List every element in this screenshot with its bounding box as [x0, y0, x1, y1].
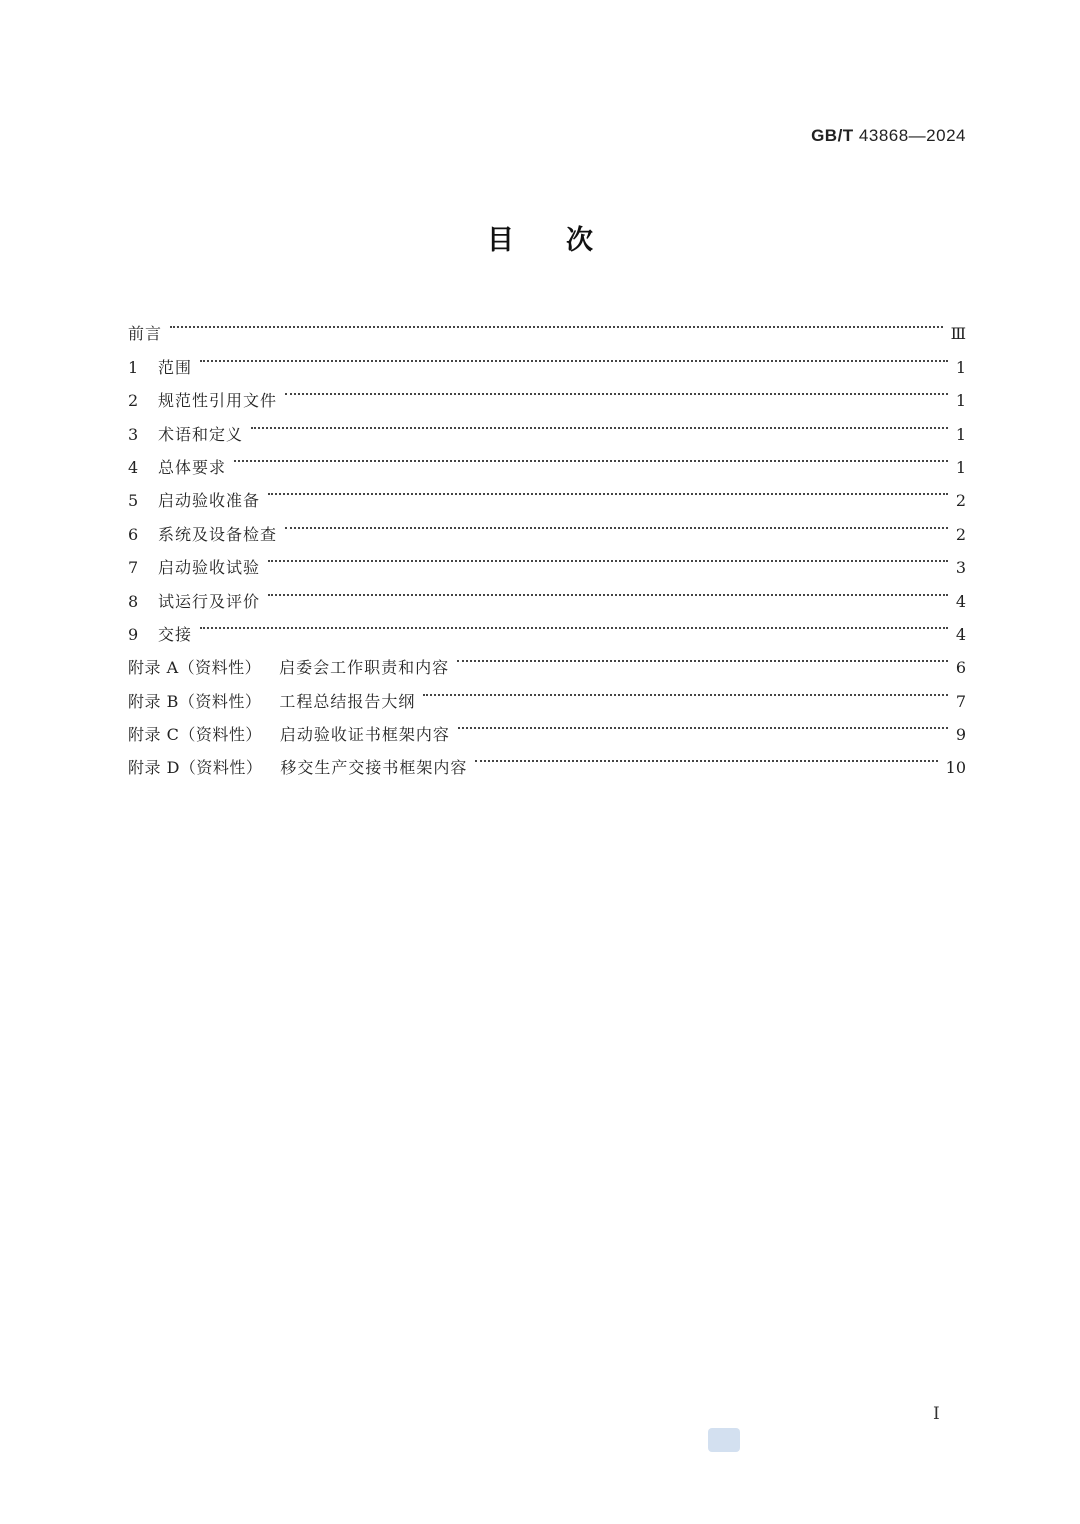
- toc-entry-page: 4: [955, 624, 966, 644]
- toc-entry-1[interactable]: [128, 339, 966, 377]
- toc-entry-page: 2: [955, 491, 966, 511]
- toc-entry-page: 1: [955, 424, 966, 444]
- toc-entry-number: 7: [128, 558, 139, 578]
- toc-entry-page: 7: [955, 691, 966, 711]
- page-number: I: [933, 1404, 940, 1424]
- toc-leader-dots: [268, 540, 948, 573]
- toc-entry-foreword[interactable]: [128, 306, 966, 344]
- toc-entry-label: 总体要求: [158, 457, 227, 477]
- toc-entry-label: 系统及设备检查: [158, 524, 278, 544]
- toc-entry-label: 试运行及评价: [158, 591, 261, 611]
- toc-leader-dots: [234, 440, 948, 473]
- toc-entry-page: 1: [955, 357, 966, 377]
- toc-leader-dots: [457, 640, 948, 673]
- toc-appendix-a[interactable]: [128, 640, 966, 678]
- toc-entry-label: 启动验收准备: [158, 491, 261, 511]
- toc-entry-page: 1: [955, 391, 966, 411]
- toc-entry-page: 4: [955, 591, 966, 611]
- table-of-contents: [128, 306, 966, 778]
- toc-leader-dots: [251, 406, 948, 439]
- toc-entry-number: 6: [128, 524, 139, 544]
- toc-leader-dots: [475, 740, 937, 773]
- toc-entry-number: 1: [128, 357, 139, 377]
- toc-entry-4[interactable]: [128, 440, 966, 477]
- toc-entry-page: 10: [945, 758, 966, 778]
- appendix-title: 工程总结报告大纲: [279, 691, 416, 711]
- toc-entry-page: 3: [955, 558, 966, 578]
- appendix-label: 附录 C（资料性）: [128, 725, 262, 745]
- appendix-title: 移交生产交接书框架内容: [280, 758, 468, 778]
- appendix-label: 附录 B（资料性）: [128, 691, 262, 711]
- toc-entry-label: 范围: [158, 357, 193, 377]
- toc-entry-number: 9: [128, 624, 139, 644]
- toc-entry-number: 4: [128, 457, 139, 477]
- appendix-title: 启动验收证书框架内容: [279, 725, 450, 745]
- toc-entry-page: 9: [955, 725, 966, 745]
- toc-leader-dots: [458, 707, 948, 740]
- toc-leader-dots: [200, 607, 948, 640]
- toc-leader-dots: [170, 306, 943, 339]
- toc-entry-page: 1: [955, 457, 966, 477]
- toc-leader-dots: [423, 673, 947, 706]
- toc-entry-label: 术语和定义: [158, 424, 244, 444]
- toc-entry-number: 8: [128, 591, 139, 611]
- toc-entry-number: 3: [128, 424, 139, 444]
- toc-entry-page: 6: [955, 658, 966, 678]
- standard-number: 43868—2024: [858, 126, 966, 145]
- toc-entry-label: 前言: [128, 324, 163, 344]
- toc-leader-dots: [200, 339, 948, 372]
- toc-leader-dots: [285, 373, 948, 406]
- standard-code: [811, 126, 966, 146]
- toc-entry-number: 5: [128, 491, 139, 511]
- toc-entry-5[interactable]: [128, 473, 966, 511]
- toc-entry-3[interactable]: [128, 406, 966, 444]
- appendix-title: 启委会工作职责和内容: [279, 658, 450, 678]
- standard-prefix: GB/T: [811, 126, 854, 145]
- toc-entry-2[interactable]: [128, 373, 966, 411]
- page-title: 目次: [487, 225, 645, 256]
- toc-entry-label: 启动验收试验: [158, 558, 261, 578]
- toc-entry-page: Ⅲ: [950, 324, 966, 344]
- toc-leader-dots: [285, 506, 948, 539]
- toc-entry-label: 交接: [158, 624, 193, 644]
- toc-leader-dots: [268, 573, 948, 606]
- appendix-label: 附录 A（资料性）: [128, 658, 262, 678]
- toc-leader-dots: [268, 473, 948, 506]
- toc-entry-9[interactable]: [128, 607, 966, 644]
- toc-entry-page: 2: [955, 524, 966, 544]
- appendix-label: 附录 D（资料性）: [128, 758, 263, 778]
- toc-entry-number: 2: [128, 391, 139, 411]
- toc-entry-label: 规范性引用文件: [158, 391, 278, 411]
- watermark-logo: [708, 1428, 740, 1452]
